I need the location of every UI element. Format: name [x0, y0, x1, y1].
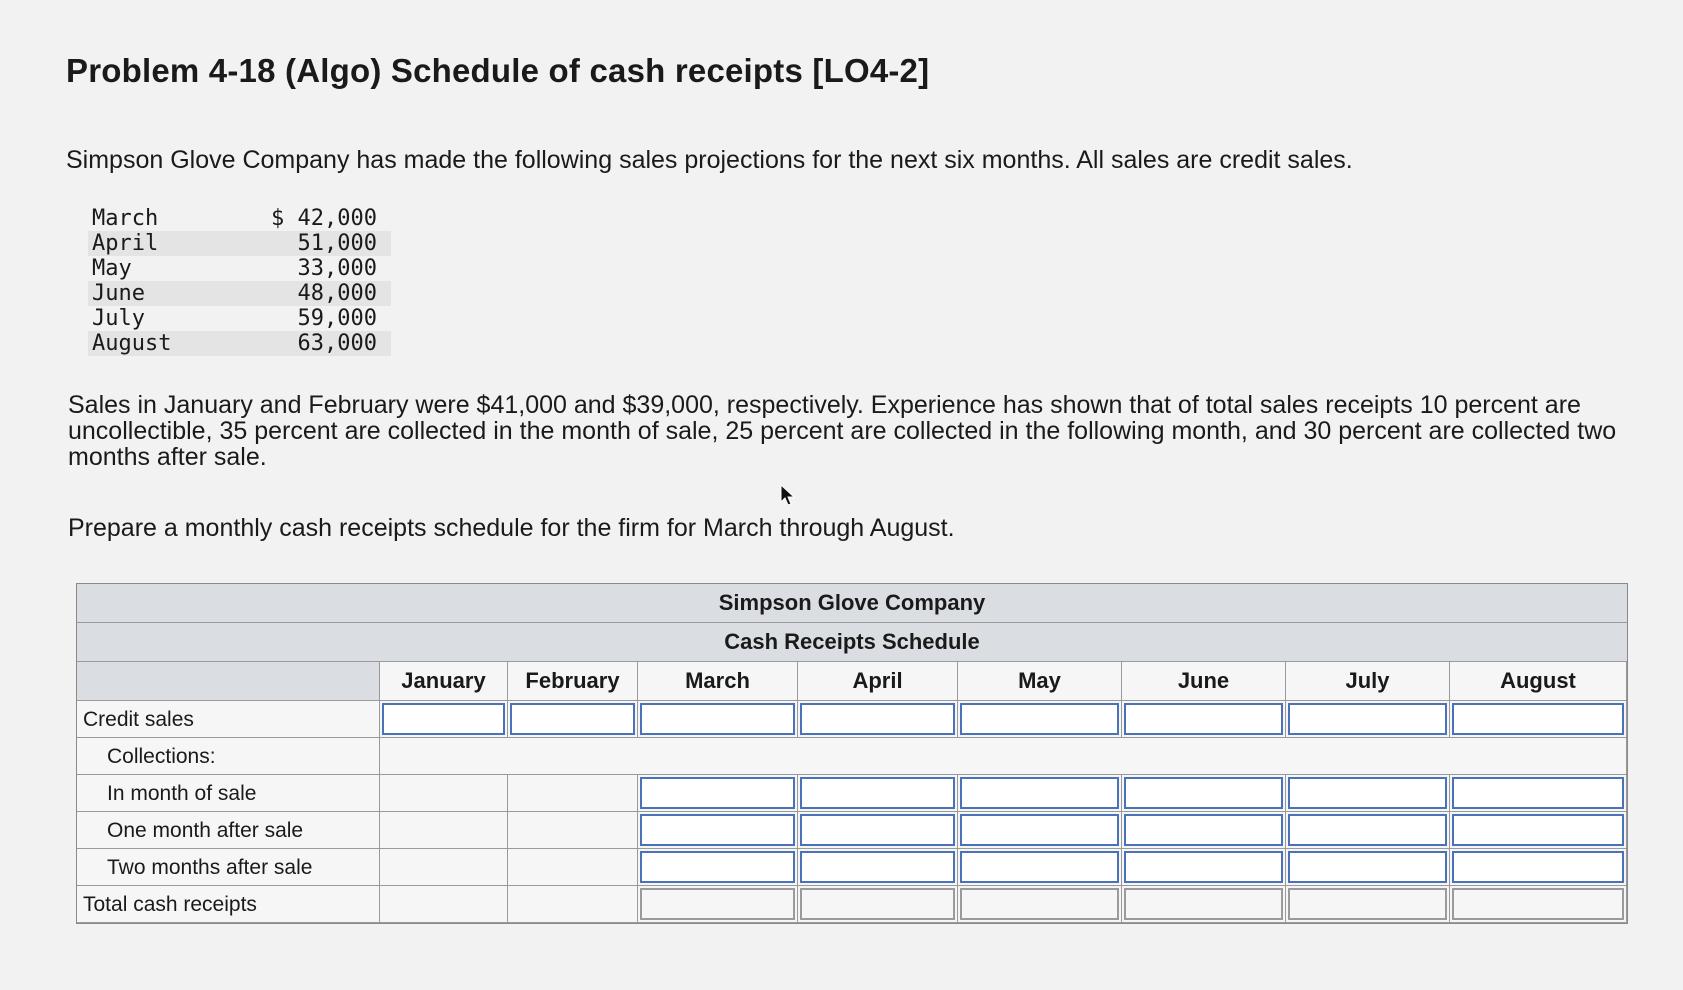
sales-row [88, 331, 391, 356]
cell-credit-sales-february [508, 701, 638, 738]
credit-sales-august-input[interactable] [1452, 703, 1624, 735]
sales-amount: $ 42,000 [271, 206, 377, 231]
two-months-april-input[interactable] [800, 851, 955, 883]
cell-two-months-august [1450, 849, 1627, 886]
schedule-company-name: Simpson Glove Company [77, 584, 1627, 623]
cell-two-months-july [1286, 849, 1450, 886]
total-august-input[interactable] [1452, 888, 1624, 920]
cell-two-months-june [1122, 849, 1286, 886]
col-header-april: April [798, 662, 958, 701]
sales-amount: 48,000 [267, 281, 391, 306]
mouse-cursor-icon [780, 484, 796, 508]
cell-total-july [1286, 886, 1450, 923]
one-month-june-input[interactable] [1124, 814, 1283, 846]
cell-one-month-july [1286, 812, 1450, 849]
sales-month: July [92, 306, 145, 331]
cell-two-months-may [958, 849, 1122, 886]
sales-row [88, 256, 391, 281]
cell-one-month-march [638, 812, 798, 849]
in-month-june-input[interactable] [1124, 777, 1283, 809]
sales-amount: 59,000 [297, 306, 377, 331]
cell-credit-sales-august [1450, 701, 1627, 738]
sales-month: August [88, 331, 267, 356]
sales-month: April [88, 231, 267, 256]
two-months-august-input[interactable] [1452, 851, 1624, 883]
cell-one-month-may [958, 812, 1122, 849]
col-header-march: March [638, 662, 798, 701]
cell-credit-sales-march [638, 701, 798, 738]
cell-one-month-august [1450, 812, 1627, 849]
credit-sales-march-input[interactable] [640, 703, 795, 735]
cell-one-month-april [798, 812, 958, 849]
cell-in-month-june [1122, 775, 1286, 812]
row-label-total: Total cash receipts [77, 886, 380, 923]
col-header-august: August [1450, 662, 1627, 701]
col-header-july: July [1286, 662, 1450, 701]
problem-paragraph: Sales in January and February were $41,000 and $39,000, respectively. Experience has shown that of total sales receipts 10 percent are uncollectible, 35 percent are collected in the month of sale, 25 percent are collected in the following month, and 30 percent are collected two months after sale. [68, 391, 1617, 471]
cell-credit-sales-july [1286, 701, 1450, 738]
one-month-march-input[interactable] [640, 814, 795, 846]
cell-total-april [798, 886, 958, 923]
cell-credit-sales-january [380, 701, 508, 738]
cell-in-month-may [958, 775, 1122, 812]
cell-total-march [638, 886, 798, 923]
total-may-input[interactable] [960, 888, 1119, 920]
problem-prompt: Prepare a monthly cash receipts schedule for the firm for March through August. [68, 514, 955, 542]
intro-text: Simpson Glove Company has made the following sales projections for the next six months. All sales are credit sales. [66, 146, 1353, 174]
schedule-subtitle: Cash Receipts Schedule [77, 623, 1627, 662]
cell-static [380, 849, 508, 886]
cell-credit-sales-may [958, 701, 1122, 738]
sales-row [88, 306, 391, 331]
row-label-in-month: In month of sale [77, 775, 380, 812]
col-header-may: May [958, 662, 1122, 701]
cell-static [380, 812, 508, 849]
total-july-input[interactable] [1288, 888, 1447, 920]
cell-in-month-july [1286, 775, 1450, 812]
cell-static [380, 886, 508, 923]
cell-credit-sales-april [798, 701, 958, 738]
sales-projection-table [88, 206, 391, 356]
row-label-one-month: One month after sale [77, 812, 380, 849]
credit-sales-july-input[interactable] [1288, 703, 1447, 735]
schedule-grid [77, 662, 1627, 923]
col-header-january: January [380, 662, 508, 701]
in-month-august-input[interactable] [1452, 777, 1624, 809]
cell-two-months-april [798, 849, 958, 886]
cell-one-month-june [1122, 812, 1286, 849]
cell-static [380, 775, 508, 812]
in-month-july-input[interactable] [1288, 777, 1447, 809]
in-month-march-input[interactable] [640, 777, 795, 809]
cell-total-may [958, 886, 1122, 923]
credit-sales-may-input[interactable] [960, 703, 1119, 735]
cell-total-august [1450, 886, 1627, 923]
cell-two-months-march [638, 849, 798, 886]
collections-blank-cell [380, 738, 1627, 775]
two-months-may-input[interactable] [960, 851, 1119, 883]
one-month-april-input[interactable] [800, 814, 955, 846]
sales-amount: 51,000 [267, 231, 391, 256]
cell-credit-sales-june [1122, 701, 1286, 738]
cell-static [508, 775, 638, 812]
sales-amount: 33,000 [297, 256, 377, 281]
col-header-june: June [1122, 662, 1286, 701]
cash-receipts-schedule [76, 583, 1628, 924]
col-header-february: February [508, 662, 638, 701]
credit-sales-january-input[interactable] [382, 703, 505, 735]
in-month-april-input[interactable] [800, 777, 955, 809]
two-months-july-input[interactable] [1288, 851, 1447, 883]
sales-month: May [92, 256, 132, 281]
cell-static [508, 886, 638, 923]
sales-row [88, 206, 391, 231]
sales-amount: 63,000 [267, 331, 391, 356]
row-label-credit-sales: Credit sales [77, 701, 380, 738]
credit-sales-june-input[interactable] [1124, 703, 1283, 735]
total-june-input[interactable] [1124, 888, 1283, 920]
cell-in-month-april [798, 775, 958, 812]
in-month-may-input[interactable] [960, 777, 1119, 809]
row-label-two-months: Two months after sale [77, 849, 380, 886]
credit-sales-february-input[interactable] [510, 703, 635, 735]
sales-row [88, 231, 391, 256]
sales-month: March [92, 206, 159, 231]
corner-cell [77, 662, 380, 701]
one-month-may-input[interactable] [960, 814, 1119, 846]
cell-in-month-august [1450, 775, 1627, 812]
cell-static [508, 849, 638, 886]
cell-static [508, 812, 638, 849]
cell-in-month-march [638, 775, 798, 812]
total-april-input[interactable] [800, 888, 955, 920]
row-label-collections: Collections: [77, 738, 380, 775]
total-march-input[interactable] [640, 888, 795, 920]
one-month-august-input[interactable] [1452, 814, 1624, 846]
two-months-june-input[interactable] [1124, 851, 1283, 883]
two-months-march-input[interactable] [640, 851, 795, 883]
sales-row [88, 281, 391, 306]
sales-month: June [88, 281, 267, 306]
one-month-july-input[interactable] [1288, 814, 1447, 846]
page-title: Problem 4-18 (Algo) Schedule of cash receipts [LO4-2] [66, 52, 930, 89]
cell-total-june [1122, 886, 1286, 923]
credit-sales-april-input[interactable] [800, 703, 955, 735]
